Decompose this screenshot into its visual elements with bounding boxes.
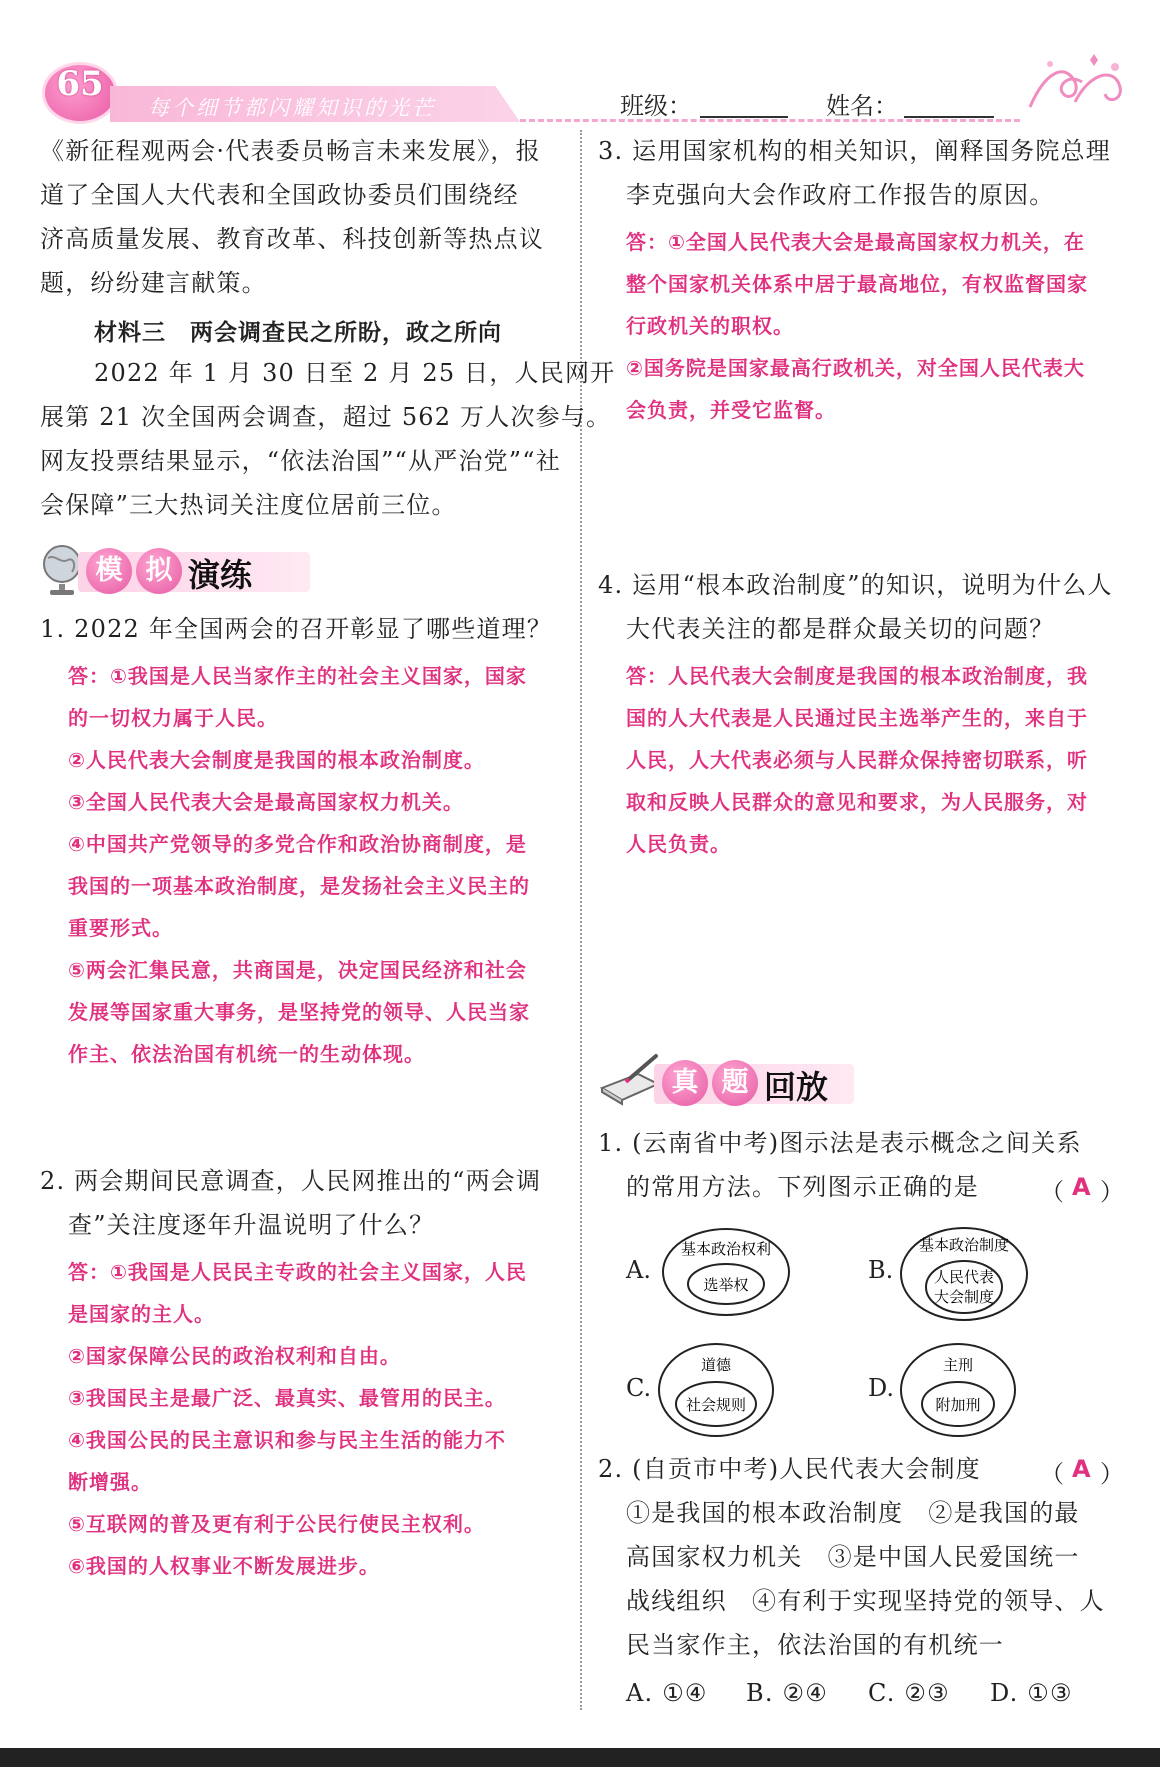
diagram-outer-label: 道德 (700, 1356, 732, 1374)
diagram-option-c (656, 1340, 776, 1438)
notebook-pen-icon (598, 1052, 662, 1108)
section-char: 模 (86, 548, 132, 594)
question-4: 4. 运用“根本政治制度”的知识，说明为什么人 (598, 571, 1113, 599)
diagram-outer-label: 基本政治制度 (918, 1236, 1010, 1254)
diagram-option-b (898, 1224, 1030, 1322)
section-header-simulation (38, 540, 298, 600)
class-blank (700, 90, 788, 118)
mc2-choice: D. ①③ (990, 1679, 1073, 1707)
answer-line: ③全国人民代表大会是最高国家权力机关。 (68, 790, 464, 814)
header-dashed-line (520, 119, 1020, 122)
mc-question-1: 1. (云南省中考)图示法是表示概念之间关系 (598, 1129, 1082, 1157)
question-4: 大代表关注的都是群众最关切的问题？ (626, 615, 1055, 643)
mc1-answer: A (1072, 1173, 1091, 1201)
diagram-option-d (898, 1340, 1018, 1438)
answer-paren-open: （ (1040, 1178, 1064, 1206)
answer-line: 我国的一项基本政治制度，是发扬社会主义民主的 (68, 874, 530, 898)
option-letter: B. (868, 1256, 894, 1284)
answer-line: ②国家保障公民的政治权利和自由。 (68, 1344, 401, 1368)
answer-line: ③我国民主是最广泛、最真实、最管用的民主。 (68, 1386, 506, 1410)
answer-line: 取和反映人民群众的意见和要求，为人民服务，对 (626, 790, 1088, 814)
class-label: 班级： (620, 92, 692, 120)
answer-line: ⑤互联网的普及更有利于公民行使民主权利。 (68, 1512, 485, 1536)
mc2-statement-line: 民当家作主，依法治国的有机统一 (626, 1631, 1004, 1659)
answer-line: 人民，人大代表必须与人民群众保持密切联系，听 (626, 748, 1088, 772)
flourish-ornament-icon (1020, 52, 1130, 122)
question-3: 李克强向大会作政府工作报告的原因。 (626, 181, 1055, 209)
material3-line: 网友投票结果显示，“依法治国”“从严治党”“社 (40, 447, 561, 475)
answer-line: ⑤两会汇集民意，共商国是，决定国民经济和社会 (68, 958, 527, 982)
question-3: 3. 运用国家机构的相关知识，阐释国务院总理 (598, 137, 1111, 165)
page-number: 65 (56, 64, 104, 104)
mc2-choice: A. ①④ (626, 1679, 708, 1707)
answer-paren-open: （ (1040, 1460, 1064, 1488)
answer-line: ⑥我国的人权事业不断发展进步。 (68, 1554, 380, 1578)
answer-line: 答：人民代表大会制度是我国的根本政治制度，我 (626, 664, 1088, 688)
mc2-choice: C. ②③ (868, 1679, 950, 1707)
answer-line: 重要形式。 (68, 916, 173, 940)
option-letter: D. (868, 1374, 895, 1402)
name-label: 姓名： (826, 92, 898, 120)
mc2-statement-line: 高国家权力机关 ③是中国人民爱国统一 (626, 1543, 1080, 1571)
bottom-edge-bar (0, 1748, 1160, 1767)
answer-line: ④我国公民的民主意识和参与民主生活的能力不 (68, 1428, 506, 1452)
answer-line: 国的人大代表是人民通过民主选举产生的，来自于 (626, 706, 1088, 730)
option-letter: A. (626, 1256, 651, 1284)
question-2: 2. 两会期间民意调查，人民网推出的“两会调 (40, 1167, 542, 1195)
diagram-inner-label: 附加刑 (935, 1396, 981, 1414)
answer-line: 答：①全国人民代表大会是最高国家权力机关，在 (626, 230, 1085, 254)
mc-question-1: 的常用方法。下列图示正确的是 (626, 1173, 979, 1201)
answer-line: 人民负责。 (626, 832, 731, 856)
mc-question-2: 2. (自贡市中考)人民代表大会制度 (598, 1455, 981, 1483)
intro-line: 《新征程观两会·代表委员畅言未来发展》，报 (40, 137, 541, 165)
diagram-inner-label: 大会制度 (933, 1288, 995, 1306)
question-2: 查”关注度逐年升温说明了什么？ (68, 1211, 435, 1239)
header-slogan: 每个细节都闪耀知识的光芒 (148, 96, 436, 120)
diagram-inner-label: 人民代表 (933, 1268, 995, 1286)
section-title: 回放 (764, 1068, 829, 1106)
intro-line: 济高质量发展、教育改革、科技创新等热点议 (40, 225, 544, 253)
intro-line: 题，纷纷建言献策。 (40, 269, 267, 297)
material3-line: 展第 21 次全国两会调查，超过 562 万人次参与。 (40, 403, 612, 431)
diagram-option-a (660, 1226, 792, 1318)
diagram-outer-label: 基本政治权利 (680, 1240, 772, 1258)
answer-line: 的一切权力属于人民。 (68, 706, 278, 730)
name-blank (904, 90, 994, 118)
answer-line: 答：①我国是人民民主专政的社会主义国家，人民 (68, 1260, 527, 1284)
answer-line: 断增强。 (68, 1470, 152, 1494)
section-char: 真 (662, 1060, 708, 1106)
answer-line: ②人民代表大会制度是我国的根本政治制度。 (68, 748, 485, 772)
material3-line: 2022 年 1 月 30 日至 2 月 25 日，人民网开 (94, 359, 616, 387)
section-char: 题 (712, 1060, 758, 1106)
answer-line: 会负责，并受它监督。 (626, 398, 836, 422)
answer-line: 是国家的主人。 (68, 1302, 215, 1326)
answer-line: 答：①我国是人民当家作主的社会主义国家，国家 (68, 664, 527, 688)
section-header-real-exam (598, 1052, 868, 1112)
question-1: 1. 2022 年全国两会的召开彰显了哪些道理？ (40, 615, 553, 643)
section-title: 演练 (188, 556, 253, 594)
answer-line: 行政机关的职权。 (626, 314, 794, 338)
mc2-choice: B. ②④ (746, 1679, 828, 1707)
answer-paren-close: ） (1100, 1460, 1124, 1488)
answer-line: 作主、依法治国有机统一的生动体现。 (68, 1042, 425, 1066)
diagram-inner-label: 选举权 (703, 1276, 749, 1294)
intro-line: 道了全国人大代表和全国政协委员们围绕经 (40, 181, 519, 209)
mc2-statement-line: ①是我国的根本政治制度 ②是我国的最 (626, 1499, 1080, 1527)
answer-line: ④中国共产党领导的多党合作和政治协商制度，是 (68, 832, 527, 856)
mc2-answer: A (1072, 1455, 1091, 1483)
answer-line: 发展等国家重大事务，是坚持党的领导、人民当家 (68, 1000, 530, 1024)
answer-line: 整个国家机关体系中居于最高地位，有权监督国家 (626, 272, 1088, 296)
answer-paren-close: ） (1100, 1178, 1124, 1206)
material3-title: 材料三 两会调查民之所盼，政之所向 (94, 320, 502, 346)
diagram-outer-label: 主刑 (942, 1356, 974, 1374)
option-letter: C. (626, 1374, 652, 1402)
answer-line: ②国务院是国家最高行政机关，对全国人民代表大 (626, 356, 1085, 380)
mc2-statement-line: 战线组织 ④有利于实现坚持党的领导、人 (626, 1587, 1105, 1615)
diagram-inner-label: 社会规则 (685, 1396, 747, 1414)
material3-line: 会保障”三大热词关注度位居前三位。 (40, 491, 457, 519)
section-char: 拟 (136, 548, 182, 594)
